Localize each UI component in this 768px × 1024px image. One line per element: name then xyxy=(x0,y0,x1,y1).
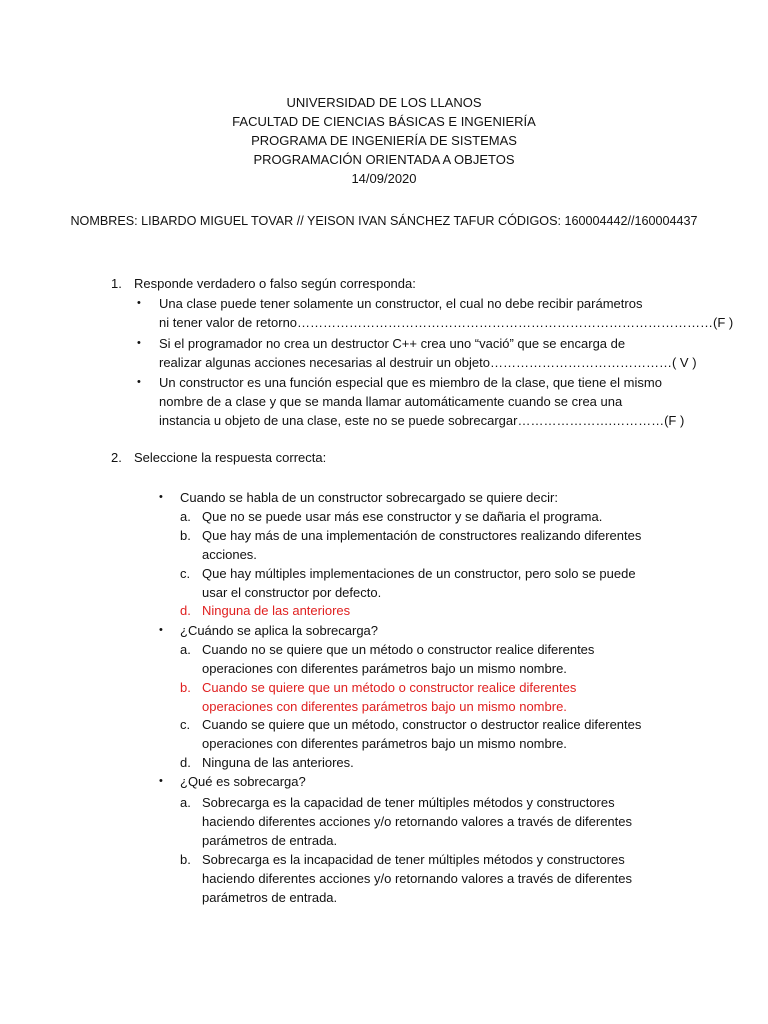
tf-item-3: Un constructor es una función especial que es miembro de la clase, que tiene el mismo nombre de a clase y que se manda llamar automáticamente cuando se crea una instancia u objeto de una clase, este no se puede sobrecargar………………….…………(F ) xyxy=(159,375,685,428)
bullet: • xyxy=(137,337,141,349)
tf-item-1: Una clase puede tener solamente un constructor, el cual no debe recibir parámetros ni tener valor de retorno……………………………………………………………………………………(F ) xyxy=(159,296,734,330)
option-letter-selected: b. xyxy=(180,680,191,695)
option-letter: a. xyxy=(180,795,191,810)
question-text: Responde verdadero o falso según corresponda: xyxy=(134,276,416,291)
subquestion-2: ¿Cuándo se aplica la sobrecarga? xyxy=(180,623,379,638)
option-letter: b. xyxy=(180,852,191,867)
bullet: • xyxy=(159,775,163,787)
bullet: • xyxy=(137,297,141,309)
option-3b: Sobrecarga es la incapacidad de tener múltiples métodos y constructores haciendo diferentes acciones y/o retornando valores a través de diferentes parámetros de entrada. xyxy=(202,852,632,905)
option-2c: Cuando se quiere que un método, constructor o destructor realice diferentes operaciones con diferentes parámetros bajo un mismo nombre. xyxy=(202,717,642,751)
option-letter: a. xyxy=(180,509,191,524)
option-2b-selected: Cuando se quiere que un método o constructor realice diferentes operaciones con diferentes parámetros bajo un mismo nombre. xyxy=(202,680,577,714)
option-letter: b. xyxy=(180,528,191,543)
option-1d-selected: Ninguna de las anteriores xyxy=(202,603,351,618)
university-name: UNIVERSIDAD DE LOS LLANOS xyxy=(286,95,482,110)
option-letter: a. xyxy=(180,642,191,657)
option-letter: d. xyxy=(180,755,191,770)
subquestion-1: Cuando se habla de un constructor sobrecargado se quiere decir: xyxy=(180,490,558,505)
option-letter: c. xyxy=(180,717,191,732)
option-letter: c. xyxy=(180,566,191,581)
tf-item-2: Si el programador no crea un destructor C++ crea uno “vació” que se encarga de realizar algunas acciones necesarias al destruir un objeto……………………………………( V ) xyxy=(159,336,697,370)
bullet: • xyxy=(159,491,163,503)
option-1c: Que hay múltiples implementaciones de un constructor, pero solo se puede usar el constructor por defecto. xyxy=(202,566,636,600)
course-name: PROGRAMACIÓN ORIENTADA A OBJETOS xyxy=(253,152,515,167)
option-letter-selected: d. xyxy=(180,603,191,618)
bullet: • xyxy=(137,376,141,388)
option-3a: Sobrecarga es la capacidad de tener múltiples métodos y constructores haciendo diferentes acciones y/o retornando valores a través de diferentes parámetros de entrada. xyxy=(202,795,632,848)
option-2d: Ninguna de las anteriores. xyxy=(202,755,354,770)
option-2a: Cuando no se quiere que un método o constructor realice diferentes operaciones con diferentes parámetros bajo un mismo nombre. xyxy=(202,642,595,676)
question-text: Seleccione la respuesta correcta: xyxy=(134,450,327,465)
option-1a: Que no se puede usar más ese constructor y se dañaria el programa. xyxy=(202,509,603,524)
question-number: 2. xyxy=(111,450,122,465)
question-number: 1. xyxy=(111,276,122,291)
document-header xyxy=(0,93,768,188)
document-date: 14/09/2020 xyxy=(351,171,417,186)
bullet: • xyxy=(159,624,163,636)
subquestion-3: ¿Qué es sobrecarga? xyxy=(180,774,306,789)
student-names: NOMBRES: LIBARDO MIGUEL TOVAR // YEISON IVAN SÁNCHEZ TAFUR CÓDIGOS: 160004442//160004437 xyxy=(70,214,698,228)
faculty-name: FACULTAD DE CIENCIAS BÁSICAS E INGENIERÍA xyxy=(232,114,536,129)
option-1b: Que hay más de una implementación de constructores realizando diferentes acciones. xyxy=(202,528,642,562)
program-name: PROGRAMA DE INGENIERÍA DE SISTEMAS xyxy=(251,133,517,148)
